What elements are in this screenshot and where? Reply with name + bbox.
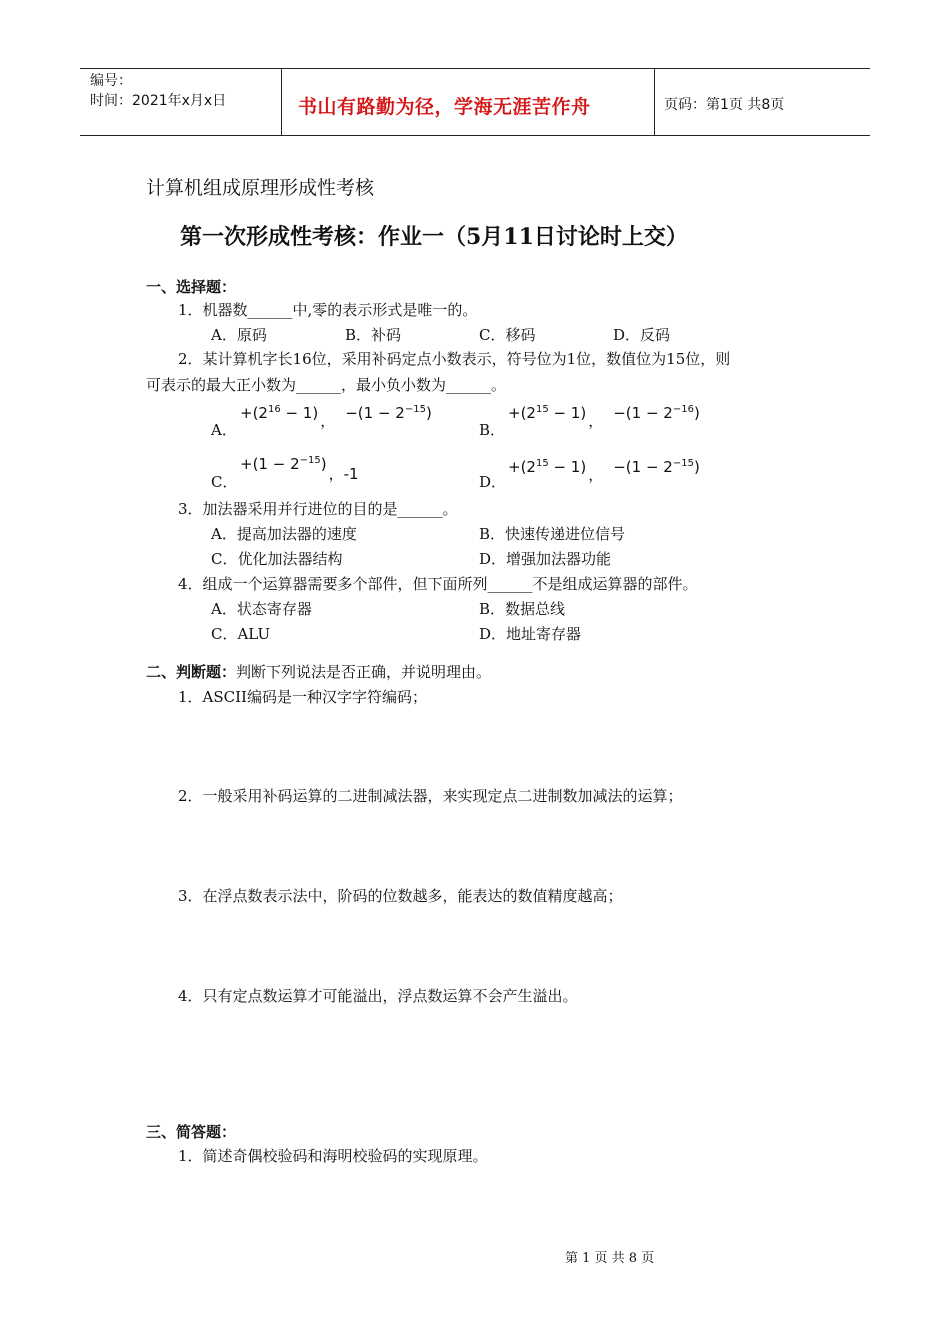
q1-option-b: B．补码 bbox=[345, 326, 402, 344]
q2-option-d-label: D． bbox=[479, 473, 507, 491]
q1-option-a: A．原码 bbox=[211, 326, 267, 344]
q2-option-a-formula: $+(2^{16} - 1)$ ， $-(1 - 2^{-15})$ bbox=[240, 404, 432, 430]
header-divider-right bbox=[654, 68, 655, 136]
judge-q1: 1．ASCII编码是一种汉字字符编码； bbox=[178, 688, 427, 706]
q3-option-d: D．增强加法器功能 bbox=[479, 550, 612, 568]
q2-option-b-label: B． bbox=[479, 421, 506, 439]
section2-instruction: 判断下列说法是否正确，并说明理由。 bbox=[236, 663, 492, 681]
header-number: 编号： bbox=[90, 73, 132, 89]
q4-text: 4．组成一个运算器需要多个部件，但下面所列______不是组成运算器的部件。 bbox=[178, 575, 698, 593]
short-answer-q1: 1．简述奇偶校验码和海明校验码的实现原理。 bbox=[178, 1147, 488, 1165]
judge-q4: 4．只有定点数运算才可能溢出，浮点数运算不会产生溢出。 bbox=[178, 987, 578, 1005]
q3-text: 3．加法器采用并行进位的目的是______。 bbox=[178, 500, 458, 518]
header-page: 页码：第1页 共8页 bbox=[664, 97, 785, 113]
q2-option-c-label: C． bbox=[211, 473, 238, 491]
q1-option-d: D．反码 bbox=[613, 326, 671, 344]
q3-option-a: A．提高加法器的速度 bbox=[211, 525, 357, 543]
section1-heading: 一、选择题： bbox=[146, 278, 237, 296]
q3-option-b: B．快速传递进位信号 bbox=[479, 525, 626, 543]
q2-line1: 2．某计算机字长16位，采用补码定点小数表示，符号位为1位，数值位为15位，则 bbox=[178, 350, 731, 368]
q2-option-a-label: A． bbox=[211, 421, 237, 439]
q2-option-b-formula: $+(2^{15} - 1)$ ， $-(1 - 2^{-16})$ bbox=[508, 404, 700, 430]
q2-option-d-formula: $+(2^{15} - 1)$ ， $-(1 - 2^{-15})$ bbox=[508, 458, 700, 484]
q2-line2: 可表示的最大正小数为______，最小负小数为______。 bbox=[146, 376, 507, 394]
page-footer: 第 1 页 共 8 页 bbox=[565, 1251, 655, 1266]
header-time: 时间：2021年x月x日 bbox=[90, 93, 227, 109]
header-motto: 书山有路勤为径，学海无涯苦作舟 bbox=[298, 96, 591, 118]
header-bottom-border bbox=[80, 135, 870, 136]
judge-q2: 2．一般采用补码运算的二进制减法器，来实现定点二进制数加减法的运算； bbox=[178, 787, 683, 805]
header-divider-left bbox=[281, 68, 282, 136]
section3-heading: 三、简答题： bbox=[146, 1123, 237, 1141]
q4-option-d: D．地址寄存器 bbox=[479, 625, 582, 643]
q2-option-c-formula: $+(1 - 2^{-15})$，-1 bbox=[240, 455, 359, 483]
q4-option-a: A．状态寄存器 bbox=[211, 600, 312, 618]
q1-option-c: C．移码 bbox=[479, 326, 536, 344]
course-title: 计算机组成原理形成性考核 bbox=[146, 177, 375, 199]
q1-text: 1．机器数______中,零的表示形式是唯一的。 bbox=[178, 301, 478, 319]
q4-option-b: B．数据总线 bbox=[479, 600, 566, 618]
main-title: 第一次形成性考核：作业一（5月11日讨论时上交） bbox=[180, 224, 688, 250]
q3-option-c: C．优化加法器结构 bbox=[211, 550, 343, 568]
section2-heading-line bbox=[146, 661, 491, 682]
judge-q3: 3．在浮点数表示法中，阶码的位数越多，能表达的数值精度越高； bbox=[178, 887, 623, 905]
q4-option-c: C．ALU bbox=[211, 625, 271, 643]
section2-heading: 二、判断题： bbox=[146, 663, 237, 681]
header-top-border bbox=[80, 68, 870, 69]
